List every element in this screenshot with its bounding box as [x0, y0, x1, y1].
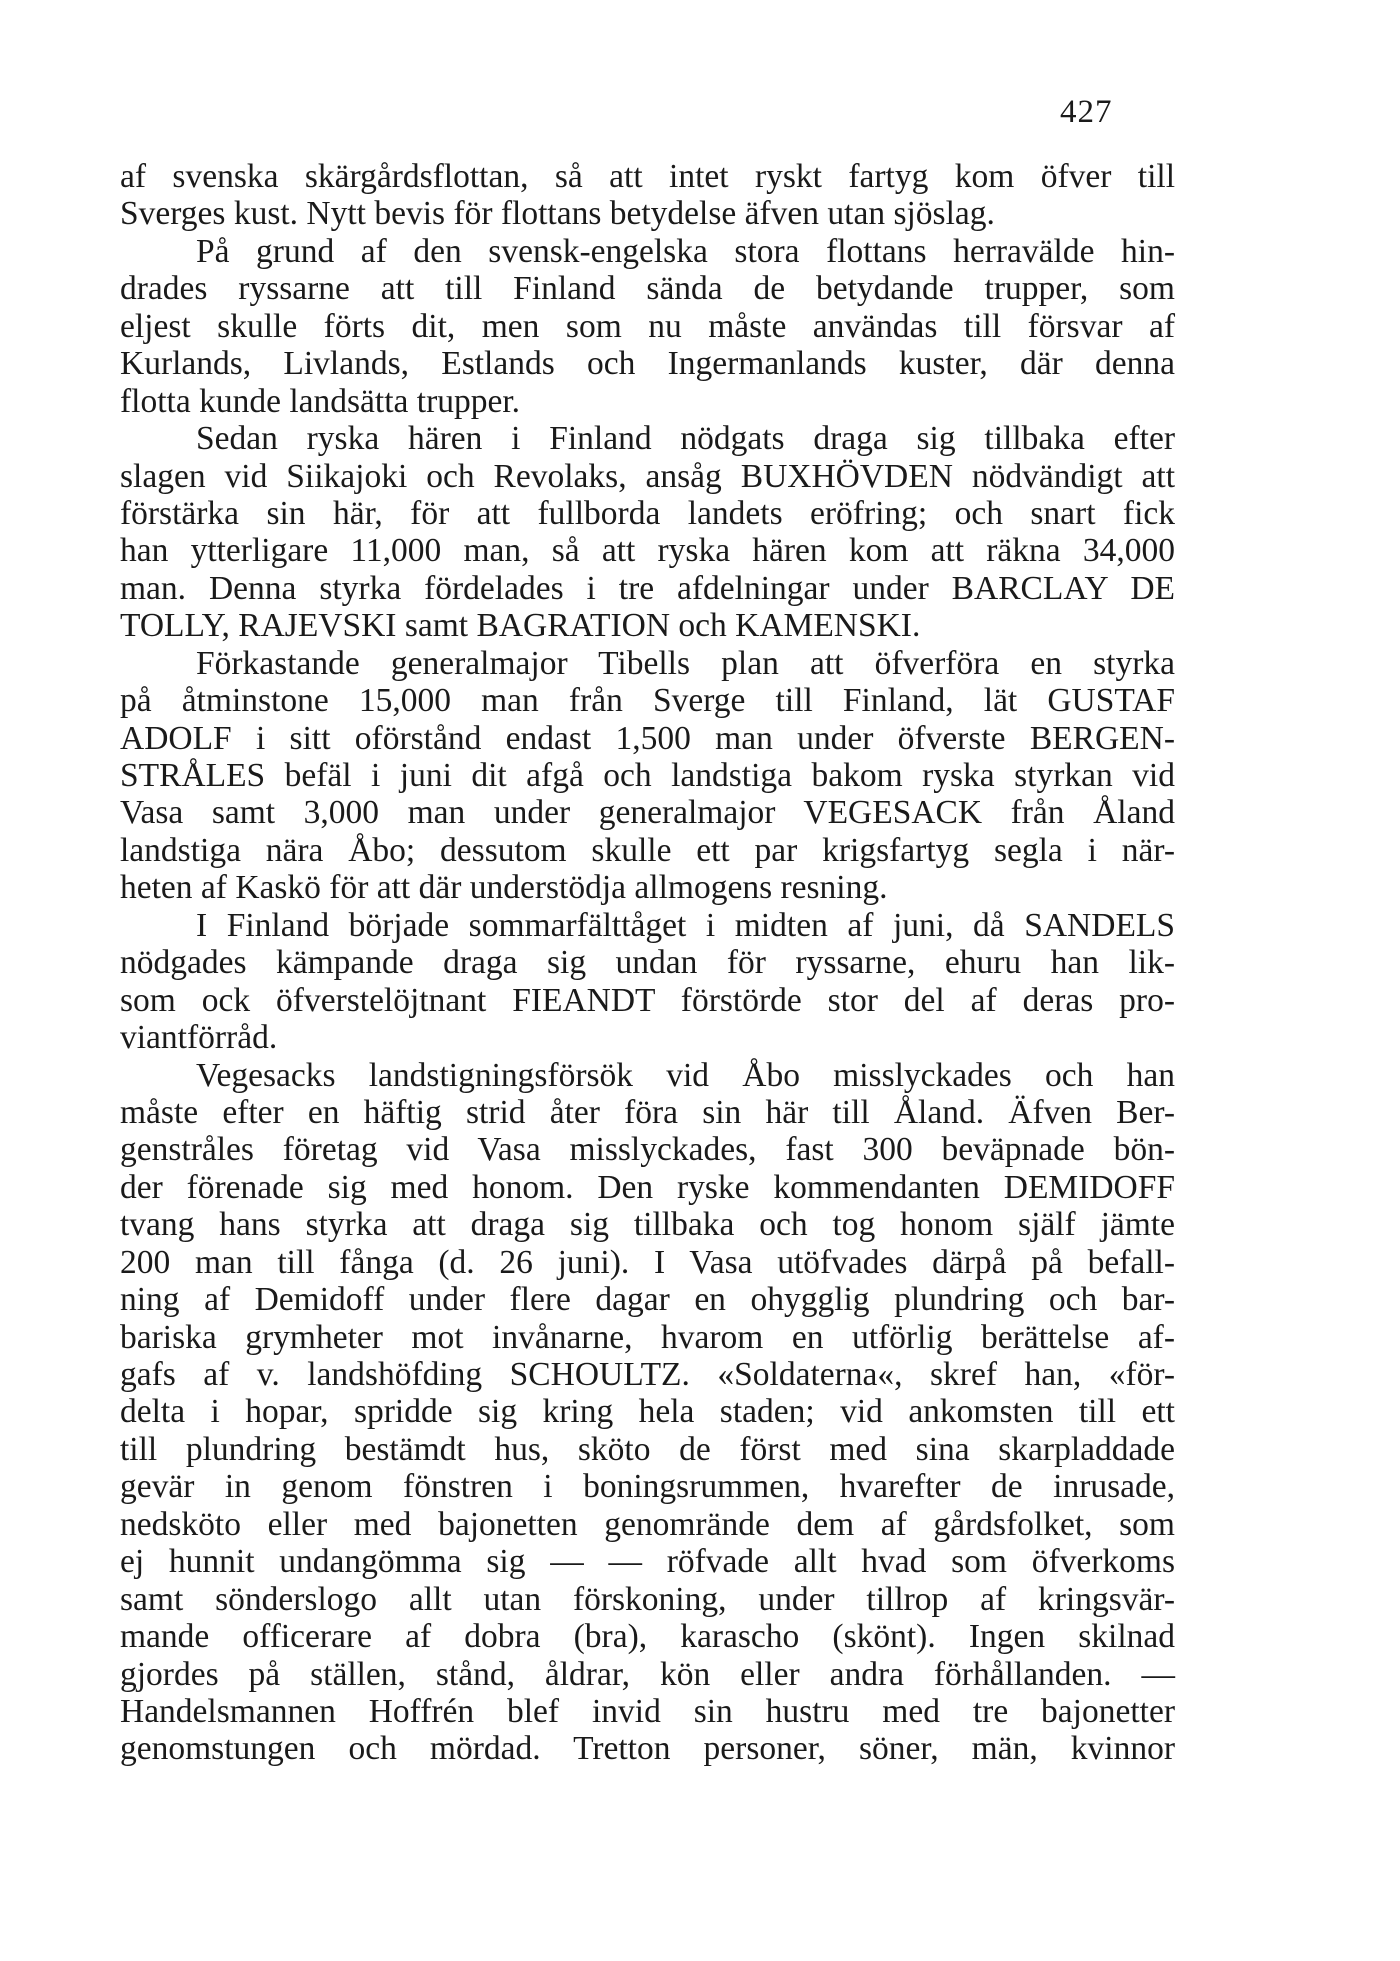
text-line: gafs af v. landshöfding SCHOULTZ. «Soldaterna«, skref han, «för- — [120, 1356, 1175, 1393]
page-number: 427 — [1060, 94, 1113, 130]
text-line: genomstungen och mördad. Tretton personer, söner, män, kvinnor — [120, 1730, 1175, 1768]
text-line: ej hunnit undangömma sig — — röfvade allt hvad som öfverkoms — [120, 1543, 1175, 1581]
text-line: ADOLF i sitt oförstånd endast 1,500 man under öfverste BERGEN- — [120, 719, 1175, 757]
text-line: 200 man till fånga (d. 26 juni). I Vasa utöfvades därpå på befall- — [120, 1243, 1175, 1281]
text-line: På grund af den svensk-engelska stora flottans herravälde hin- — [196, 232, 1175, 270]
text-line: genstråles företag vid Vasa misslyckades, fast 300 beväpnade bön- — [120, 1131, 1175, 1169]
body-text — [120, 158, 1175, 1768]
text-line: måste efter en häftig strid åter föra sin här till Åland. Äfven Ber- — [120, 1093, 1175, 1131]
text-line: Vegesacks landstigningsförsök vid Åbo misslyckades och han — [196, 1056, 1175, 1094]
text-line: gevär in genom fönstren i boningsrummen, hvarefter de inrusade, — [120, 1468, 1175, 1506]
text-line: TOLLY, RAJEVSKI samt BAGRATION och KAMENSKI. — [120, 607, 921, 645]
text-line: Sverges kust. Nytt bevis för flottans betydelse äfven utan sjöslag. — [120, 195, 995, 233]
text-line: Kurlands, Livlands, Estlands och Ingermanlands kuster, där denna — [120, 345, 1175, 383]
text-line: Vasa samt 3,000 man under generalmajor VEGESACK från Åland — [120, 794, 1175, 832]
text-line: landstiga nära Åbo; dessutom skulle ett par krigsfartyg segla i när- — [120, 831, 1175, 869]
text-line: Förkastande generalmajor Tibells plan att öfverföra en styrka — [196, 644, 1175, 682]
text-line: nödgades kämpande draga sig undan för ryssarne, ehuru han lik- — [120, 944, 1175, 982]
text-line: eljest skulle förts dit, men som nu måste användas till försvar af — [120, 307, 1175, 345]
text-line: han ytterligare 11,000 man, så att ryska hären kom att räkna 34,000 — [120, 532, 1175, 570]
text-line: Sedan ryska hären i Finland nödgats draga sig tillbaka efter — [196, 420, 1175, 458]
text-line: som ock öfverstelöjtnant FIEANDT förstörde stor del af deras pro- — [120, 981, 1175, 1019]
text-line: flotta kunde landsätta trupper. — [120, 382, 521, 420]
text-line: delta i hopar, spridde sig kring hela staden; vid ankomsten till ett — [120, 1393, 1175, 1431]
text-line: tvang hans styrka att draga sig tillbaka och tog honom själf jämte — [120, 1206, 1175, 1244]
text-line: förstärka sin här, för att fullborda landets eröfring; och snart fick — [120, 494, 1175, 532]
text-line: samt sönderslogo allt utan förskoning, under tillrop af kringsvär- — [120, 1580, 1175, 1618]
text-line: gjordes på ställen, stånd, åldrar, kön eller andra förhållanden. — — [120, 1655, 1175, 1693]
text-line: till plundring bestämdt hus, sköto de först med sina skarpladdade — [120, 1430, 1175, 1468]
text-line: slagen vid Siikajoki och Revolaks, ansåg BUXHÖVDEN nödvändigt att — [120, 457, 1175, 495]
text-line: Handelsmannen Hoffrén blef invid sin hustru med tre bajonetter — [120, 1692, 1175, 1730]
text-line: der förenade sig med honom. Den ryske kommendanten DEMIDOFF — [120, 1168, 1175, 1206]
text-line: på åtminstone 15,000 man från Sverge till Finland, lät GUSTAF — [120, 682, 1175, 720]
text-line: ning af Demidoff under flere dagar en ohygglig plundring och bar- — [120, 1281, 1175, 1319]
text-line: af svenska skärgårdsflottan, så att intet ryskt fartyg kom öfver till — [120, 158, 1175, 195]
text-line: man. Denna styrka fördelades i tre afdelningar under BARCLAY DE — [120, 569, 1175, 607]
text-line: I Finland började sommarfälttåget i midten af juni, då SANDELS — [196, 906, 1175, 944]
text-line: drades ryssarne att till Finland sända de betydande trupper, som — [120, 270, 1175, 308]
text-line: heten af Kaskö för att där understödja allmogens resning. — [120, 869, 888, 907]
text-line: viantförråd. — [120, 1019, 278, 1057]
text-line: mande officerare af dobra (bra), karascho (skönt). Ingen skilnad — [120, 1618, 1175, 1656]
text-line: bariska grymheter mot invånarne, hvarom en utförlig berättelse af- — [120, 1318, 1175, 1356]
text-line: nedsköto eller med bajonetten genomrände dem af gårdsfolket, som — [120, 1505, 1175, 1543]
text-line: STRÅLES befäl i juni dit afgå och landstiga bakom ryska styrkan vid — [120, 757, 1175, 794]
